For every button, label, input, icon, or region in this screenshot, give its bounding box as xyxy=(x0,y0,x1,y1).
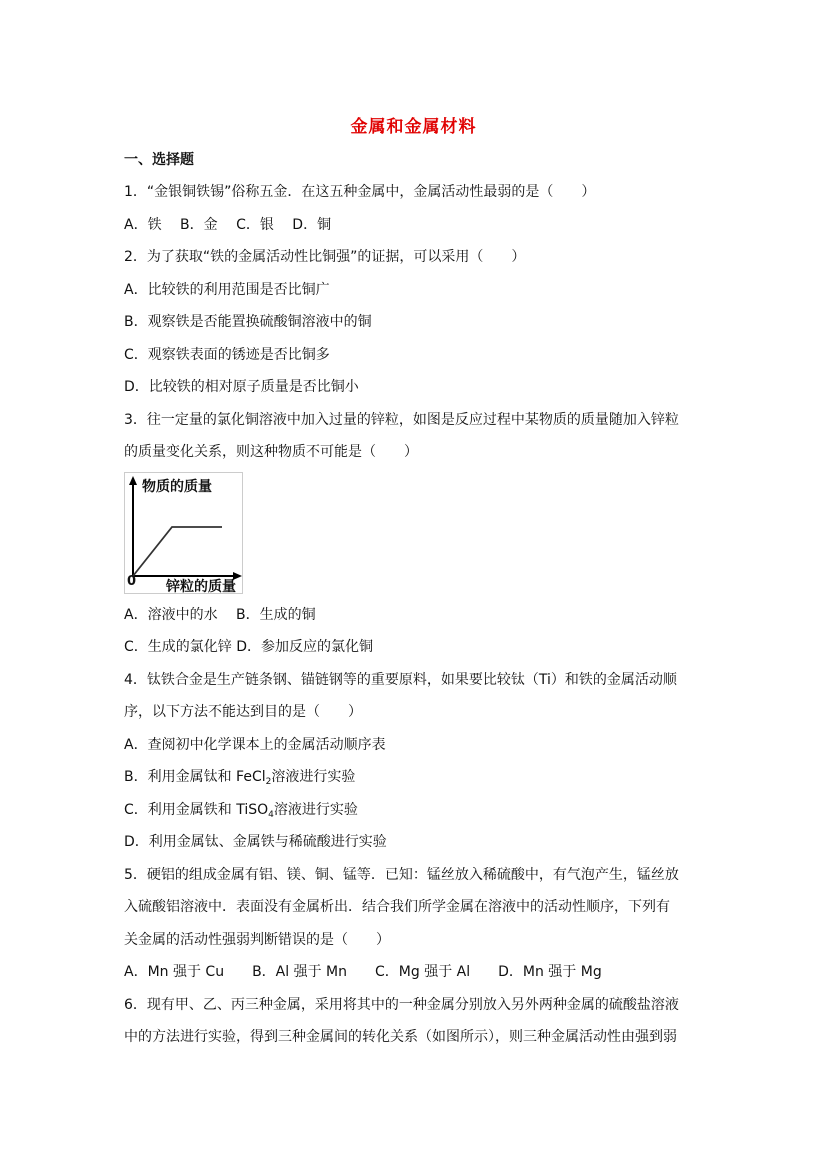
q5-stem-line2: 入硫酸铝溶液中．表面没有金属析出．结合我们所学金属在溶液中的活动性顺序，下列有 xyxy=(124,899,670,915)
q5-stem-line1: 5．硬铝的组成金属有铝、镁、铜、锰等．已知：锰丝放入稀硫酸中，有气泡产生，锰丝放 xyxy=(124,867,679,883)
q3-figure xyxy=(124,472,246,594)
q3-stem-line2: 的质量变化关系，则这种物质不可能是（ ） xyxy=(124,444,418,460)
q2-option-c: C．观察铁表面的锈迹是否比铜多 xyxy=(124,347,330,363)
q4-stem-line1: 4．钛铁合金是生产链条钢、锚链钢等的重要原料，如果要比较钛（Ti）和铁的金属活动顺 xyxy=(124,672,677,688)
q4-option-c-tail: 溶液进行实验 xyxy=(273,802,358,818)
page-title: 金属和金属材料 xyxy=(350,117,477,137)
q4-option-c-text: C．利用金属铁和 TiSO xyxy=(124,802,269,818)
subscript: 2 xyxy=(265,777,272,787)
q6-stem-line2: 中的方法进行实验，得到三种金属间的转化关系（如图所示），则三种金属活动性由强到弱 xyxy=(124,1029,677,1045)
q3-stem-line1: 3．往一定量的氯化铜溶液中加入过量的锌粒，如图是反应过程中某物质的质量随加入锌粒 xyxy=(124,412,679,428)
mass-curve xyxy=(133,527,222,576)
q2-option-a: A．比较铁的利用范围是否比铜广 xyxy=(124,282,330,298)
q4-option-d: D．利用金属钛、金属铁与稀硫酸进行实验 xyxy=(124,834,387,850)
q3-options-line1: A．溶液中的水 B．生成的铜 xyxy=(124,607,316,623)
q5-stem-line3: 关金属的活动性强弱判断错误的是（ ） xyxy=(124,932,390,948)
q4-option-b xyxy=(124,767,355,792)
q4-option-a: A．查阅初中化学课本上的金属活动顺序表 xyxy=(124,737,386,753)
q2-option-d: D．比较铁的相对原子质量是否比铜小 xyxy=(124,379,359,395)
subscript: 4 xyxy=(268,810,274,820)
q4-stem-line2: 序，以下方法不能达到目的是（ ） xyxy=(124,704,362,720)
q5-options: A．Mn 强于 Cu B．Al 强于 Mn C．Mg 强于 Al D．Mn 强于 Mg xyxy=(124,964,602,980)
q4-option-b-tail: 溶液进行实验 xyxy=(271,769,356,785)
q2-stem: 2．为了获取“铁的金属活动性比铜强”的证据，可以采用（ ） xyxy=(124,249,526,265)
q6-stem-line1: 6．现有甲、乙、丙三种金属，采用将其中的一种金属分别放入另外两种金属的硫酸盐溶液 xyxy=(124,997,679,1013)
section-heading: 一、选择题 xyxy=(124,152,194,168)
q1-stem: 1．“金银铜铁锡”俗称五金．在这五种金属中，金属活动性最弱的是（ ） xyxy=(124,184,596,200)
q2-option-b: B．观察铁是否能置换硫酸铜溶液中的铜 xyxy=(124,314,372,330)
q4-option-c xyxy=(124,800,358,825)
figure-y-label: 物质的质量 xyxy=(142,479,212,495)
q1-options: A．铁 B．金 C．银 D．铜 xyxy=(124,217,332,233)
figure-origin-label: 0 xyxy=(127,574,137,589)
y-axis-arrow xyxy=(129,476,137,485)
q4-option-b-text: B．利用金属钛和 FeCl xyxy=(124,769,266,785)
figure-x-label: 锌粒的质量 xyxy=(166,579,236,595)
q3-options-line2: C．生成的氯化锌 D．参加反应的氯化铜 xyxy=(124,639,374,655)
